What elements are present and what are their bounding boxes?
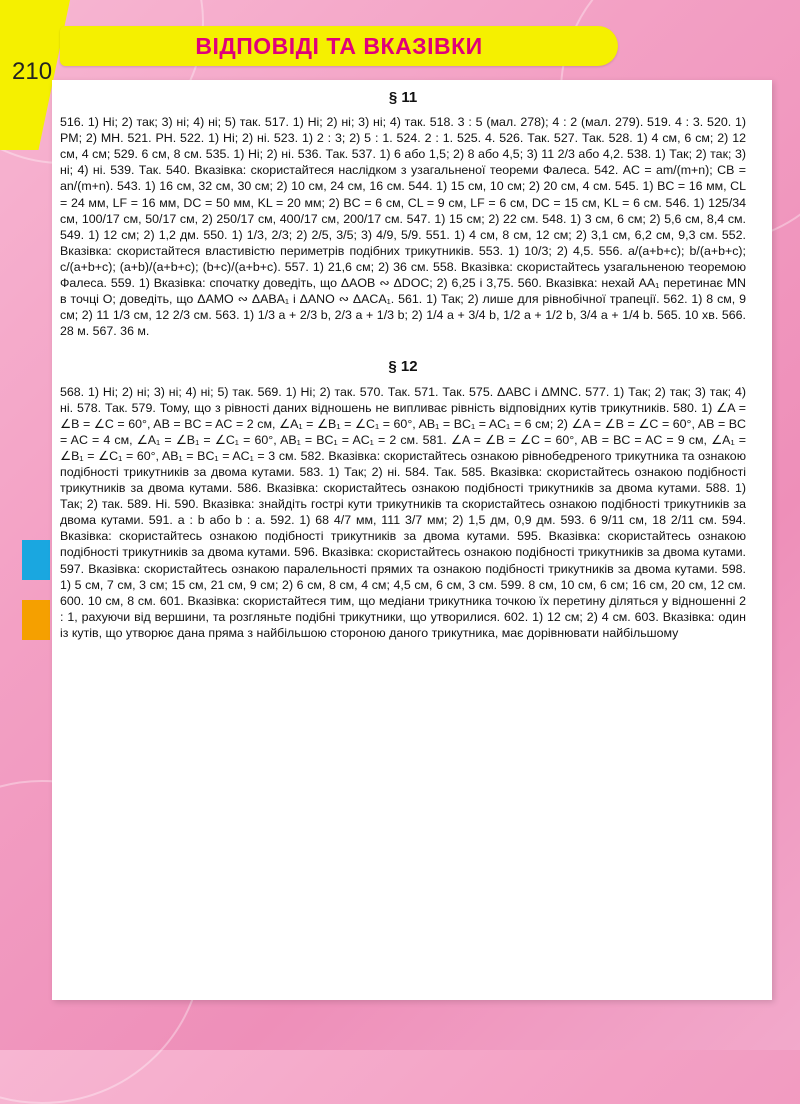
- side-tab-blue: [22, 540, 50, 580]
- side-tab-orange: [22, 600, 50, 640]
- section-heading-11: § 11: [388, 89, 418, 106]
- title-banner: [60, 26, 618, 66]
- page-title: ВІДПОВІДІ ТА ВКАЗІВКИ: [195, 32, 483, 59]
- page-number: 210: [12, 58, 53, 85]
- section-12-answers: 568. 1) Ні; 2) ні; 3) ні; 4) ні; 5) так. 569. 1) Ні; 2) так. 570. Так. 571. Так. 575. ΔABC і ΔMNC. 577. 1) Так; 2) так; 3) так; 4) ні. 578. Так. 579. Тому, що з рівності даних відношень не випливає рівність відповідних кутів трикутників. 580. 1) ∠A = ∠B = ∠C = 60°, AB = BC = AC = 2 см, ∠A₁ = ∠B₁ = ∠C₁ = 60°, AB₁ = BC₁ = AC₁ = 6 см; 2) ∠A = ∠B = ∠C = 60°, AB = BC = AC = 4 см, ∠A₁ = ∠B₁ = ∠C₁ = 60°, AB₁ = BC₁ = AC₁ = 2 см. 581. ∠A = ∠B = ∠C = 60°, AB = BC = AC = 9 см, ∠A₁ = ∠B₁ = ∠C₁ = 60°, AB₁ = BC₁ = AC₁ = 3 см. 582. Вказівка: скористайтесь ознакою рівнобедреного трикутника та ознакою подібності трикутників за двома кутами. 583. 1) Так; 2) ні. 584. Так. 585. Вказівка: скористайтесь ознакою подібності трикутників за двома кутами. 586. Вказівка: скористайтесь ознакою подібності трикутників за двома кутами. 588. 1) Так; 2) так. 589. Ні. 590. Вказівка: знайдіть гострі кути трикутників та скористайтесь ознакою подібності трикутників за двома кутами. 591. a : b або b : a. 592. 1) 68 4/7 мм, 111 3/7 мм; 2) 1,5 дм, 0,9 дм. 593. 6 9/11 см, 18 2/11 см. 594. Вказівка: скористайтесь ознакою подібності трикутників за двома кутами. 595. Вказівка: скористайтесь ознакою подібності трикутників за двома кутами. 596. Вказівка: скористайтесь ознакою подібності трикутників за двома кутами. 597. Вказівка: скористайтесь ознакою паралельності прямих та ознакою подібності трикутників за двома кутами. 598. 1) 5 см, 7 см, 3 см; 15 см, 21 см, 9 см; 2) 6 см, 8 см, 4 см; 4,5 см, 6 см, 3 см. 599. 8 см, 10 см, 6 см; 16 см, 20 см, 12 см. 600. 10 см, 8 см. 601. Вказівка: скористайтеся тим, що медіани трикутника точкою їх перетину діляться у відношенні 2 : 1, рахуючи від вершини, та розгляньте подібні трикутники, що утворилися. 602. 1) 12 см; 2) 4 см. 603. Вказівка: один із кутів, що утворює дана пряма з найбільшою стороною даного трикутника, має дорівнювати найбільшому: [60, 384, 746, 640]
- section-11-answers: 516. 1) Ні; 2) так; 3) ні; 4) ні; 5) так. 517. 1) Ні; 2) ні; 3) ні; 4) так. 518. 3 : 5 (мал. 278); 4 : 2 (мал. 279). 519. 4 : 3. 520. 1) PM; 2) MH. 521. PH. 522. 1) Ні; 2) ні. 523. 1) 2 : 3; 2) 5 : 1. 524. 2 : 1. 525. 4. 526. Так. 527. Так. 528. 1) 4 см, 6 см; 2) 12 см, 4 см; 529. 6 см, 8 см. 535. 1) Ні; 2) ні. 536. Так. 537. 1) 6 або 1,5; 2) 8 або 4,5; 3) 11 2/3 або 4,2. 538. 1) Так; 2) так; 3) ні; 4) ні. 539. Так. 540. Вказівка: скористайтеся наслідком з узагальненої теореми Фалеса. 542. AC = am/(m+n); CB = an/(m+n). 543. 1) 16 см, 32 см, 30 см; 2) 10 см, 24 см, 16 см. 544. 1) 15 см, 10 см; 2) 20 см, 4 см. 545. 1) BC = 16 мм, CL = 24 мм, LF = 16 мм, DC = 50 мм, KL = 20 мм; 2) BC = 6 см, CL = 9 см, LF = 6 см, DC = 15 см, KL = 6 см. 546. 1) 125/34 см, 100/17 см, 50/17 см, 2) 250/17 см, 400/17 см, 200/17 см. 547. 1) 15 см; 2) 22 см. 548. 1) 3 см, 6 см; 2) 5,6 см, 8,4 см. 549. 1) 12 см; 2) 1,2 дм. 550. 1) 1/3, 2/3; 2) 2/5, 3/5; 3) 4/9, 5/9. 551. 1) 4 см, 8 см, 12 см; 2) 3,1 см, 6,2 см, 9,3 см. 552. Вказівка: скористайтеся властивістю периметрів подібних трикутників. 553. 1) 10/3; 2) 4,5. 556. a/(a+b+c); b/(a+b+c); c/(a+b+c); (a+b)/(a+b+c); (b+c)/(a+b+c). 557. 1) 21,6 см; 2) 36 см. 558. Вказівка: скористайтесь узагальненою теоремою Фалеса. 559. 1) Вказівка: спочатку доведіть, що ΔAOB ∾ ΔDOC; 2) 6,25 і 3,75. 560. Вказівка: нехай AA₁ перетинає MN в точці O; доведіть, що ΔAMO ∾ ΔABA₁ і ΔANO ∾ ΔACA₁. 561. 1) Так; 2) лише для рівнобічної трапеції. 562. 1) 8 см, 9 см; 2) 11 1/3 см, 12 2/3 см. 563. 1) 1/3 a + 2/3 b, 2/3 a + 1/3 b; 2) 1/4 a + 3/4 b, 1/2 a + 1/2 b, 3/4 a + 1/4 b. 565. 10 хв. 566. 28 м. 567. 36 м.: [60, 115, 746, 339]
- answers-content: [60, 88, 746, 641]
- section-heading-12: § 12: [388, 358, 418, 376]
